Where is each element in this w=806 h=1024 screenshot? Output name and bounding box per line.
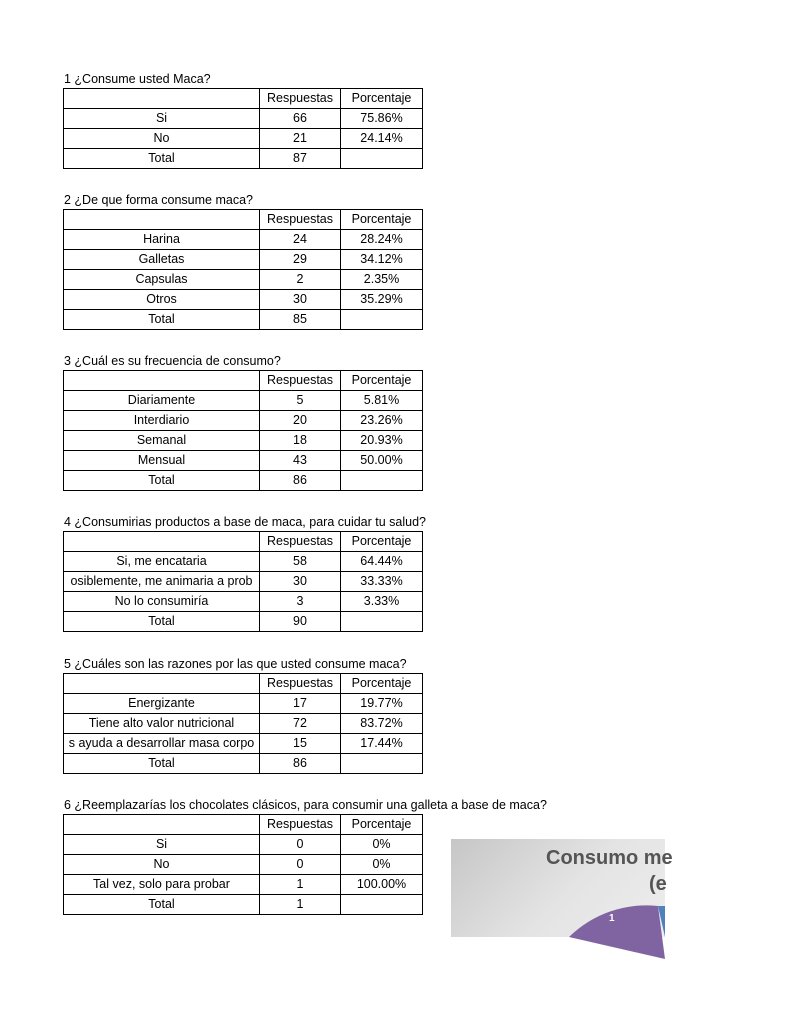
question-5-section — [63, 655, 423, 774]
table-total-row — [64, 310, 423, 330]
table-row — [64, 129, 423, 149]
question-2-section — [63, 191, 423, 330]
table-row — [64, 230, 423, 250]
question-6-table — [63, 814, 423, 915]
question-5-table — [63, 673, 423, 774]
row-label: Total — [64, 149, 260, 169]
table-header-row — [64, 815, 423, 835]
row-label: Otros — [64, 290, 260, 310]
question-4-section — [63, 513, 426, 632]
table-row — [64, 250, 423, 270]
row-label: Energizante — [64, 694, 260, 714]
row-percent: 5.81% — [341, 391, 423, 411]
header-cell-respuestas: Respuestas — [260, 532, 341, 552]
row-label: Diariamente — [64, 391, 260, 411]
table-total-row — [64, 471, 423, 491]
row-label: Capsulas — [64, 270, 260, 290]
chart-title-line2: (e — [649, 873, 667, 895]
row-count: 90 — [260, 612, 341, 632]
header-cell-empty — [64, 89, 260, 109]
row-percent — [341, 149, 423, 169]
question-3-section — [63, 352, 423, 491]
row-percent: 3.33% — [341, 592, 423, 612]
row-count: 29 — [260, 250, 341, 270]
question-4-title: 4 ¿Consumirias productos a base de maca, para cuidar tu salud? — [64, 515, 426, 529]
row-label: No — [64, 129, 260, 149]
row-label: No — [64, 855, 260, 875]
row-count: 87 — [260, 149, 341, 169]
question-4-table — [63, 531, 423, 632]
row-count: 30 — [260, 572, 341, 592]
row-count: 18 — [260, 431, 341, 451]
question-1-table — [63, 88, 423, 169]
row-label: Tiene alto valor nutricional — [64, 714, 260, 734]
row-label: Interdiario — [64, 411, 260, 431]
header-cell-empty — [64, 815, 260, 835]
row-percent: 75.86% — [341, 109, 423, 129]
question-2-table — [63, 209, 423, 330]
table-header-row — [64, 674, 423, 694]
chart-title — [546, 845, 806, 897]
row-label: Total — [64, 754, 260, 774]
row-label: Semanal — [64, 431, 260, 451]
header-cell-porcentaje: Porcentaje — [341, 674, 423, 694]
question-6-title: 6 ¿Reemplazarías los chocolates clásicos, para consumir una galleta a base de maca? — [64, 798, 547, 812]
row-count: 58 — [260, 552, 341, 572]
table-row — [64, 391, 423, 411]
row-count: 21 — [260, 129, 341, 149]
header-cell-respuestas: Respuestas — [260, 371, 341, 391]
embedded-chart[interactable] — [451, 839, 673, 937]
row-count: 66 — [260, 109, 341, 129]
row-count: 1 — [260, 875, 341, 895]
row-percent: 17.44% — [341, 734, 423, 754]
header-cell-respuestas: Respuestas — [260, 210, 341, 230]
row-label: Galletas — [64, 250, 260, 270]
row-count: 5 — [260, 391, 341, 411]
row-percent: 0% — [341, 855, 423, 875]
table-header-row — [64, 371, 423, 391]
row-count: 24 — [260, 230, 341, 250]
row-percent — [341, 612, 423, 632]
row-percent — [341, 754, 423, 774]
row-count: 86 — [260, 471, 341, 491]
table-row — [64, 411, 423, 431]
header-cell-respuestas: Respuestas — [260, 674, 341, 694]
row-percent: 23.26% — [341, 411, 423, 431]
header-cell-respuestas: Respuestas — [260, 89, 341, 109]
row-count: 15 — [260, 734, 341, 754]
row-percent: 50.00% — [341, 451, 423, 471]
table-header-row — [64, 532, 423, 552]
table-row — [64, 835, 423, 855]
row-count: 17 — [260, 694, 341, 714]
table-row — [64, 109, 423, 129]
row-percent: 20.93% — [341, 431, 423, 451]
question-1-title: 1 ¿Consume usted Maca? — [64, 72, 211, 86]
row-label: Si, me encataria — [64, 552, 260, 572]
table-row — [64, 734, 423, 754]
table-row — [64, 552, 423, 572]
table-row — [64, 572, 423, 592]
row-percent: 35.29% — [341, 290, 423, 310]
row-count: 85 — [260, 310, 341, 330]
row-percent — [341, 895, 423, 915]
row-count: 2 — [260, 270, 341, 290]
question-3-table — [63, 370, 423, 491]
table-row — [64, 451, 423, 471]
row-percent: 0% — [341, 835, 423, 855]
row-percent — [341, 471, 423, 491]
row-percent: 34.12% — [341, 250, 423, 270]
row-count: 3 — [260, 592, 341, 612]
row-percent: 19.77% — [341, 694, 423, 714]
question-1-section — [63, 70, 423, 169]
header-cell-respuestas: Respuestas — [260, 815, 341, 835]
row-count: 20 — [260, 411, 341, 431]
row-label: Tal vez, solo para probar — [64, 875, 260, 895]
row-label: Total — [64, 612, 260, 632]
header-cell-empty — [64, 210, 260, 230]
row-percent: 33.33% — [341, 572, 423, 592]
row-label: Mensual — [64, 451, 260, 471]
header-cell-empty — [64, 532, 260, 552]
row-label: Total — [64, 310, 260, 330]
pie-slice-purple — [569, 905, 665, 959]
row-percent: 2.35% — [341, 270, 423, 290]
header-cell-porcentaje: Porcentaje — [341, 815, 423, 835]
header-cell-empty — [64, 674, 260, 694]
table-total-row — [64, 895, 423, 915]
header-cell-porcentaje: Porcentaje — [341, 371, 423, 391]
row-count: 30 — [260, 290, 341, 310]
row-percent: 100.00% — [341, 875, 423, 895]
table-total-row — [64, 612, 423, 632]
row-count: 0 — [260, 835, 341, 855]
header-cell-porcentaje: Porcentaje — [341, 89, 423, 109]
row-count: 1 — [260, 895, 341, 915]
chart-title-line1: Consumo me — [546, 847, 673, 869]
table-row — [64, 694, 423, 714]
table-row — [64, 270, 423, 290]
row-percent: 28.24% — [341, 230, 423, 250]
header-cell-empty — [64, 371, 260, 391]
table-header-row — [64, 210, 423, 230]
header-cell-porcentaje: Porcentaje — [341, 532, 423, 552]
row-label: Harina — [64, 230, 260, 250]
table-row — [64, 875, 423, 895]
row-label: s ayuda a desarrollar masa corpo — [64, 734, 260, 754]
header-cell-porcentaje: Porcentaje — [341, 210, 423, 230]
row-label: osiblemente, me animaria a prob — [64, 572, 260, 592]
row-percent: 64.44% — [341, 552, 423, 572]
row-label: Si — [64, 835, 260, 855]
table-row — [64, 290, 423, 310]
table-total-row — [64, 754, 423, 774]
table-row — [64, 592, 423, 612]
question-2-title: 2 ¿De que forma consume maca? — [64, 193, 253, 207]
row-percent — [341, 310, 423, 330]
row-count: 43 — [260, 451, 341, 471]
row-count: 86 — [260, 754, 341, 774]
row-percent: 24.14% — [341, 129, 423, 149]
row-count: 72 — [260, 714, 341, 734]
row-label: Total — [64, 471, 260, 491]
question-5-title: 5 ¿Cuáles son las razones por las que usted consume maca? — [64, 657, 407, 671]
table-row — [64, 855, 423, 875]
table-total-row — [64, 149, 423, 169]
row-count: 0 — [260, 855, 341, 875]
table-header-row — [64, 89, 423, 109]
row-label: Total — [64, 895, 260, 915]
table-row — [64, 431, 423, 451]
table-row — [64, 714, 423, 734]
row-percent: 83.72% — [341, 714, 423, 734]
question-3-title: 3 ¿Cuál es su frecuencia de consumo? — [64, 354, 281, 368]
row-label: No lo consumiría — [64, 592, 260, 612]
pie-data-label: 1 — [609, 913, 615, 924]
row-label: Si — [64, 109, 260, 129]
